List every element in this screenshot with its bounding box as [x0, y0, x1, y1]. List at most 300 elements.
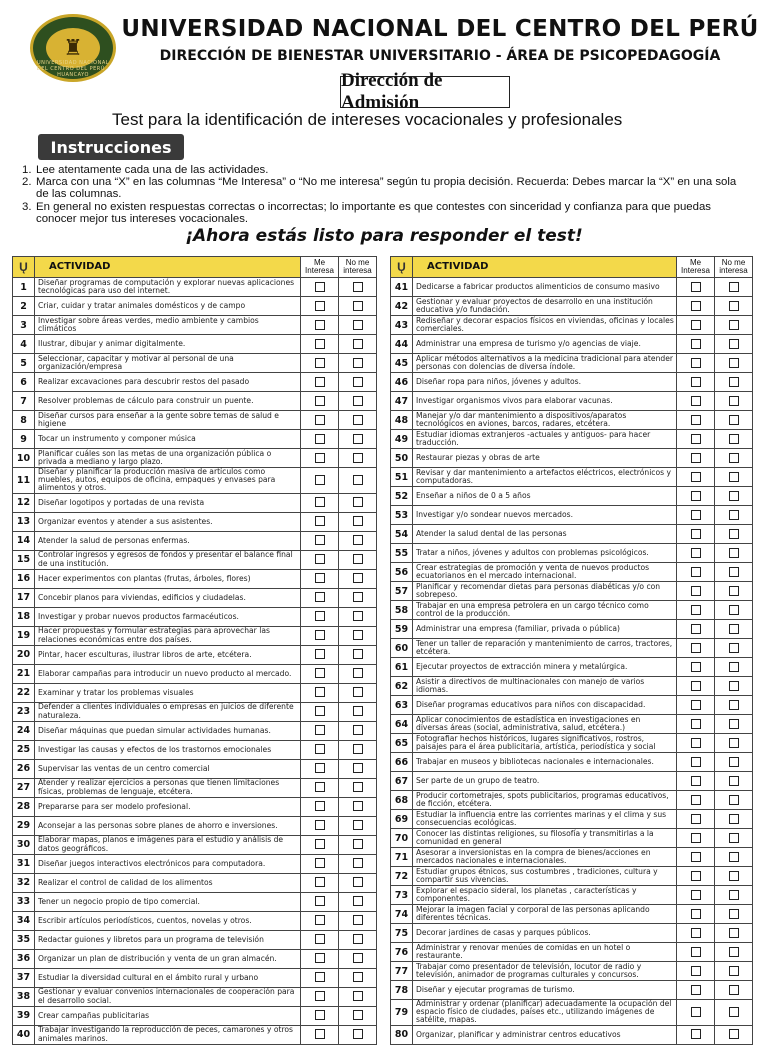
no-me-interesa-checkbox[interactable]	[729, 719, 739, 729]
me-interesa-checkbox[interactable]	[315, 972, 325, 982]
no-me-interesa-checkbox[interactable]	[353, 915, 363, 925]
activity-text: Diseñar y planificar la producción masiva de artículos como muebles, autos, equipos de oficina, empaques y envases para alimentos y otros.	[35, 468, 301, 494]
activity-number: 31	[13, 854, 35, 873]
me-interesa-cell	[301, 930, 339, 949]
no-me-interesa-checkbox[interactable]	[729, 890, 739, 900]
me-interesa-checkbox[interactable]	[691, 852, 701, 862]
activity-row	[391, 411, 753, 430]
seal-text: UNIVERSIDAD NACIONAL DEL CENTRO DEL PERÚ · HUANCAYO	[36, 60, 110, 78]
activity-text: Estudiar grupos étnicos, sus costumbres , tradiciones, cultura y compartir sus vivencias.	[413, 867, 677, 886]
activity-number: 71	[391, 848, 413, 867]
no-me-interesa-checkbox[interactable]	[353, 820, 363, 830]
me-interesa-checkbox[interactable]	[315, 339, 325, 349]
me-interesa-checkbox[interactable]	[691, 681, 701, 691]
me-interesa-checkbox[interactable]	[691, 282, 701, 292]
me-interesa-checkbox[interactable]	[691, 890, 701, 900]
activity-row	[13, 297, 377, 316]
no-me-interesa-checkbox[interactable]	[353, 497, 363, 507]
no-me-interesa-checkbox[interactable]	[729, 510, 739, 520]
activity-row	[391, 848, 753, 867]
activity-text: Diseñar programas de computación y explorar nuevas aplicaciones tecnológicas para uso del internet.	[35, 278, 301, 297]
activity-row	[391, 392, 753, 411]
me-interesa-checkbox[interactable]	[691, 738, 701, 748]
header-no-me-interesa: No me interesa	[715, 257, 753, 278]
activity-text: Organizar un plan de distribución y venta de un gran almacén.	[35, 949, 301, 968]
activity-text: Fotografiar hechos históricos, lugares significativos, rostros, paisajes para el área publicitaria, artística, periodística y social	[413, 734, 677, 753]
no-me-interesa-checkbox[interactable]	[353, 801, 363, 811]
no-me-interesa-checkbox[interactable]	[729, 358, 739, 368]
me-interesa-checkbox[interactable]	[691, 947, 701, 957]
me-interesa-cell	[301, 683, 339, 702]
me-interesa-checkbox[interactable]	[315, 877, 325, 887]
me-interesa-checkbox[interactable]	[691, 396, 701, 406]
header-activity: ACTIVIDAD	[413, 257, 677, 278]
no-me-interesa-checkbox[interactable]	[353, 358, 363, 368]
activity-text: Restaurar piezas y obras de arte	[413, 449, 677, 468]
activity-row	[13, 449, 377, 468]
me-interesa-checkbox[interactable]	[315, 1029, 325, 1039]
me-interesa-checkbox[interactable]	[691, 833, 701, 843]
no-me-interesa-checkbox[interactable]	[729, 415, 739, 425]
no-me-interesa-checkbox[interactable]	[729, 529, 739, 539]
no-me-interesa-checkbox[interactable]	[729, 795, 739, 805]
no-me-interesa-checkbox[interactable]	[353, 573, 363, 583]
me-interesa-cell	[301, 373, 339, 392]
no-me-interesa-checkbox[interactable]	[729, 586, 739, 596]
me-interesa-cell	[677, 772, 715, 791]
me-interesa-cell	[301, 588, 339, 607]
me-interesa-checkbox[interactable]	[315, 396, 325, 406]
activity-text: Administrar una empresa (familiar, privada o pública)	[413, 620, 677, 639]
no-me-interesa-checkbox[interactable]	[729, 662, 739, 672]
activity-row	[13, 645, 377, 664]
no-me-interesa-checkbox[interactable]	[729, 928, 739, 938]
me-interesa-checkbox[interactable]	[315, 573, 325, 583]
me-interesa-checkbox[interactable]	[691, 909, 701, 919]
me-interesa-cell	[677, 829, 715, 848]
activity-row	[13, 468, 377, 494]
no-me-interesa-cell	[339, 278, 377, 297]
no-me-interesa-checkbox[interactable]	[729, 833, 739, 843]
no-me-interesa-checkbox[interactable]	[353, 763, 363, 773]
me-interesa-checkbox[interactable]	[691, 320, 701, 330]
no-me-interesa-checkbox[interactable]	[353, 611, 363, 621]
me-interesa-checkbox[interactable]	[691, 548, 701, 558]
activity-row	[13, 316, 377, 335]
no-me-interesa-checkbox[interactable]	[353, 1010, 363, 1020]
no-me-interesa-checkbox[interactable]	[729, 434, 739, 444]
no-me-interesa-checkbox[interactable]	[729, 681, 739, 691]
no-me-interesa-checkbox[interactable]	[353, 282, 363, 292]
activity-text: Trabajar como presentador de televisión, locutor de radio y televisión, animador de programas culturales y concursos.	[413, 962, 677, 981]
activity-number: 66	[391, 753, 413, 772]
activity-text: Estudiar idiomas extranjeros -actuales y antiguos- para hacer traducción.	[413, 430, 677, 449]
activity-number: 16	[13, 569, 35, 588]
no-me-interesa-checkbox[interactable]	[729, 282, 739, 292]
me-interesa-checkbox[interactable]	[315, 282, 325, 292]
activity-row	[13, 550, 377, 569]
no-me-interesa-checkbox[interactable]	[353, 377, 363, 387]
me-interesa-checkbox[interactable]	[691, 643, 701, 653]
no-me-interesa-checkbox[interactable]	[353, 1029, 363, 1039]
no-me-interesa-checkbox[interactable]	[353, 877, 363, 887]
me-interesa-checkbox[interactable]	[315, 763, 325, 773]
no-me-interesa-checkbox[interactable]	[729, 871, 739, 881]
university-name: UNIVERSIDAD NACIONAL DEL CENTRO DEL PERÚ	[121, 16, 759, 42]
no-me-interesa-checkbox[interactable]	[353, 630, 363, 640]
no-me-interesa-cell	[339, 449, 377, 468]
me-interesa-cell	[677, 373, 715, 392]
activity-number: 77	[391, 962, 413, 981]
me-interesa-cell	[677, 563, 715, 582]
activity-row	[391, 981, 753, 1000]
me-interesa-cell	[301, 316, 339, 335]
activity-text: Tener un taller de reparación y mantenimiento de carros, tractores, etcétera.	[413, 639, 677, 658]
no-me-interesa-cell	[339, 607, 377, 626]
me-interesa-checkbox[interactable]	[315, 782, 325, 792]
no-me-interesa-checkbox[interactable]	[729, 947, 739, 957]
no-me-interesa-cell	[715, 810, 753, 829]
no-me-interesa-checkbox[interactable]	[729, 757, 739, 767]
me-interesa-cell	[677, 943, 715, 962]
no-me-interesa-checkbox[interactable]	[353, 839, 363, 849]
activity-number: 20	[13, 645, 35, 664]
activity-row	[391, 487, 753, 506]
me-interesa-checkbox[interactable]	[315, 535, 325, 545]
me-interesa-cell	[301, 854, 339, 873]
no-me-interesa-checkbox[interactable]	[353, 725, 363, 735]
activity-row	[13, 968, 377, 987]
me-interesa-checkbox[interactable]	[691, 301, 701, 311]
no-me-interesa-checkbox[interactable]	[729, 339, 739, 349]
activity-row	[13, 911, 377, 930]
me-interesa-checkbox[interactable]	[315, 358, 325, 368]
no-me-interesa-checkbox[interactable]	[353, 475, 363, 485]
me-interesa-checkbox[interactable]	[315, 915, 325, 925]
me-interesa-checkbox[interactable]	[315, 725, 325, 735]
activity-row	[13, 1025, 377, 1044]
me-interesa-checkbox[interactable]	[315, 497, 325, 507]
activity-text: Aplicar conocimientos de estadística en investigaciones en diversas áreas (social, administrativa, salud, etcétera.)	[413, 715, 677, 734]
instructions-list	[22, 164, 752, 225]
me-interesa-cell	[677, 278, 715, 297]
me-interesa-checkbox[interactable]	[315, 434, 325, 444]
no-me-interesa-cell	[339, 468, 377, 494]
me-interesa-checkbox[interactable]	[315, 649, 325, 659]
activity-text: Organizar eventos y atender a sus asistentes.	[35, 512, 301, 531]
activity-text: Atender y realizar ejercicios a personas que tienen limitaciones físicas, problemas de lenguaje, etcétera.	[35, 778, 301, 797]
no-me-interesa-checkbox[interactable]	[729, 491, 739, 501]
no-me-interesa-checkbox[interactable]	[729, 567, 739, 577]
no-me-interesa-cell	[715, 430, 753, 449]
activity-row	[13, 664, 377, 683]
me-interesa-checkbox[interactable]	[691, 339, 701, 349]
me-interesa-checkbox[interactable]	[315, 301, 325, 311]
no-me-interesa-checkbox[interactable]	[729, 624, 739, 634]
me-interesa-checkbox[interactable]	[315, 801, 325, 811]
activity-row	[391, 525, 753, 544]
activity-text: Supervisar las ventas de un centro comercial	[35, 759, 301, 778]
no-me-interesa-checkbox[interactable]	[353, 434, 363, 444]
no-me-interesa-cell	[715, 316, 753, 335]
no-me-interesa-checkbox[interactable]	[353, 339, 363, 349]
no-me-interesa-checkbox[interactable]	[729, 320, 739, 330]
me-interesa-checkbox[interactable]	[315, 554, 325, 564]
activity-text: Diseñar programas educativos para niños con discapacidad.	[413, 696, 677, 715]
me-interesa-checkbox[interactable]	[315, 415, 325, 425]
no-me-interesa-checkbox[interactable]	[353, 592, 363, 602]
activity-text: Realizar el control de calidad de los alimentos	[35, 873, 301, 892]
instructions-label: Instrucciones	[38, 134, 184, 160]
me-interesa-checkbox[interactable]	[315, 592, 325, 602]
no-me-interesa-checkbox[interactable]	[353, 782, 363, 792]
no-me-interesa-checkbox[interactable]	[353, 744, 363, 754]
no-me-interesa-cell	[715, 962, 753, 981]
me-interesa-checkbox[interactable]	[315, 320, 325, 330]
no-me-interesa-checkbox[interactable]	[729, 985, 739, 995]
me-interesa-checkbox[interactable]	[691, 586, 701, 596]
no-me-interesa-checkbox[interactable]	[729, 966, 739, 976]
me-interesa-cell	[301, 664, 339, 683]
activity-row	[13, 949, 377, 968]
me-interesa-cell	[301, 512, 339, 531]
activity-text: Organizar, planificar y administrar centros educativos	[413, 1025, 677, 1044]
me-interesa-checkbox[interactable]	[691, 453, 701, 463]
me-interesa-cell	[677, 297, 715, 316]
activity-text: Diseñar máquinas que puedan simular actividades humanas.	[35, 721, 301, 740]
me-interesa-checkbox[interactable]	[315, 820, 325, 830]
header-me-interesa: Me Interesa	[677, 257, 715, 278]
activity-row	[391, 886, 753, 905]
me-interesa-cell	[301, 721, 339, 740]
no-me-interesa-checkbox[interactable]	[729, 738, 739, 748]
admission-box: Dirección de Admisión	[340, 76, 510, 108]
no-me-interesa-checkbox[interactable]	[353, 453, 363, 463]
me-interesa-checkbox[interactable]	[315, 839, 325, 849]
activity-row	[391, 810, 753, 829]
me-interesa-checkbox[interactable]	[691, 415, 701, 425]
no-me-interesa-cell	[339, 721, 377, 740]
no-me-interesa-checkbox[interactable]	[353, 535, 363, 545]
me-interesa-checkbox[interactable]	[315, 453, 325, 463]
activity-row	[13, 816, 377, 835]
no-me-interesa-checkbox[interactable]	[729, 396, 739, 406]
no-me-interesa-cell	[715, 392, 753, 411]
no-me-interesa-checkbox[interactable]	[729, 700, 739, 710]
activity-number: 25	[13, 740, 35, 759]
me-interesa-checkbox[interactable]	[691, 795, 701, 805]
no-me-interesa-cell	[339, 297, 377, 316]
no-me-interesa-checkbox[interactable]	[353, 516, 363, 526]
activity-number: 6	[13, 373, 35, 392]
no-me-interesa-checkbox[interactable]	[353, 953, 363, 963]
activity-number: 51	[391, 468, 413, 487]
activity-number: 28	[13, 797, 35, 816]
activity-number: 12	[13, 493, 35, 512]
activity-row	[391, 278, 753, 297]
me-interesa-cell	[301, 835, 339, 854]
me-interesa-cell	[301, 1025, 339, 1044]
me-interesa-checkbox[interactable]	[691, 700, 701, 710]
no-me-interesa-cell	[339, 493, 377, 512]
no-me-interesa-cell	[339, 930, 377, 949]
activity-row	[391, 772, 753, 791]
no-me-interesa-checkbox[interactable]	[353, 415, 363, 425]
activity-text: Diseñar cursos para enseñar a la gente sobre temas de salud e higiene	[35, 411, 301, 430]
me-interesa-cell	[677, 867, 715, 886]
activity-row	[13, 873, 377, 892]
activity-row	[13, 835, 377, 854]
no-me-interesa-checkbox[interactable]	[729, 377, 739, 387]
activity-row	[13, 607, 377, 626]
no-me-interesa-checkbox[interactable]	[353, 896, 363, 906]
activity-text: Producir cortometrajes, spots publicitarios, programas educativos, de ficción, etcétera.	[413, 791, 677, 810]
activity-number: 3	[13, 316, 35, 335]
me-interesa-checkbox[interactable]	[691, 377, 701, 387]
me-interesa-checkbox[interactable]	[315, 687, 325, 697]
activity-number: 37	[13, 968, 35, 987]
no-me-interesa-checkbox[interactable]	[353, 554, 363, 564]
no-me-interesa-cell	[339, 335, 377, 354]
no-me-interesa-cell	[715, 373, 753, 392]
me-interesa-checkbox[interactable]	[691, 871, 701, 881]
me-interesa-checkbox[interactable]	[691, 719, 701, 729]
activity-text: Diseñar ropa para niños, jóvenes y adultos.	[413, 373, 677, 392]
me-interesa-cell	[677, 582, 715, 601]
activity-text: Prepararse para ser modelo profesional.	[35, 797, 301, 816]
no-me-interesa-checkbox[interactable]	[729, 909, 739, 919]
no-me-interesa-checkbox[interactable]	[729, 472, 739, 482]
me-interesa-checkbox[interactable]	[315, 611, 325, 621]
no-me-interesa-checkbox[interactable]	[729, 643, 739, 653]
me-interesa-checkbox[interactable]	[315, 991, 325, 1001]
activity-text: Investigar y probar nuevos productos farmacéuticos.	[35, 607, 301, 626]
no-me-interesa-checkbox[interactable]	[353, 668, 363, 678]
no-me-interesa-checkbox[interactable]	[729, 301, 739, 311]
no-me-interesa-checkbox[interactable]	[729, 852, 739, 862]
me-interesa-checkbox[interactable]	[691, 472, 701, 482]
me-interesa-cell	[677, 753, 715, 772]
me-interesa-checkbox[interactable]	[315, 630, 325, 640]
no-me-interesa-cell	[715, 563, 753, 582]
no-me-interesa-checkbox[interactable]	[353, 858, 363, 868]
no-me-interesa-checkbox[interactable]	[729, 1007, 739, 1017]
me-interesa-checkbox[interactable]	[691, 1007, 701, 1017]
me-interesa-checkbox[interactable]	[315, 706, 325, 716]
me-interesa-checkbox[interactable]	[691, 358, 701, 368]
me-interesa-checkbox[interactable]	[691, 662, 701, 672]
me-interesa-checkbox[interactable]	[691, 510, 701, 520]
no-me-interesa-checkbox[interactable]	[729, 814, 739, 824]
activity-row	[391, 544, 753, 563]
me-interesa-checkbox[interactable]	[691, 757, 701, 767]
activity-row	[391, 620, 753, 639]
me-interesa-checkbox[interactable]	[315, 668, 325, 678]
me-interesa-checkbox[interactable]	[691, 966, 701, 976]
activity-number: 76	[391, 943, 413, 962]
me-interesa-checkbox[interactable]	[315, 1010, 325, 1020]
no-me-interesa-cell	[715, 677, 753, 696]
no-me-interesa-checkbox[interactable]	[353, 320, 363, 330]
me-interesa-checkbox[interactable]	[691, 814, 701, 824]
me-interesa-cell	[301, 354, 339, 373]
activity-row	[391, 582, 753, 601]
activity-text: Estudiar la influencia entre las corrientes marinas y el clima y sus consecuencias ecológicas.	[413, 810, 677, 829]
no-me-interesa-checkbox[interactable]	[353, 396, 363, 406]
me-interesa-checkbox[interactable]	[691, 985, 701, 995]
activity-number: 72	[391, 867, 413, 886]
activity-number: 42	[391, 297, 413, 316]
me-interesa-checkbox[interactable]	[691, 928, 701, 938]
me-interesa-checkbox[interactable]	[315, 953, 325, 963]
activity-number: 41	[391, 278, 413, 297]
activity-row	[13, 373, 377, 392]
me-interesa-checkbox[interactable]	[691, 1029, 701, 1039]
me-interesa-cell	[301, 468, 339, 494]
activity-number: 35	[13, 930, 35, 949]
activity-row	[391, 658, 753, 677]
activity-row	[13, 588, 377, 607]
university-seal	[30, 14, 116, 82]
no-me-interesa-cell	[715, 487, 753, 506]
no-me-interesa-checkbox[interactable]	[729, 1029, 739, 1039]
no-me-interesa-checkbox[interactable]	[353, 301, 363, 311]
no-me-interesa-checkbox[interactable]	[353, 991, 363, 1001]
no-me-interesa-cell	[339, 759, 377, 778]
activity-text: Ser parte de un grupo de teatro.	[413, 772, 677, 791]
no-me-interesa-checkbox[interactable]	[353, 649, 363, 659]
activity-row	[13, 930, 377, 949]
me-interesa-checkbox[interactable]	[691, 776, 701, 786]
activity-row	[391, 677, 753, 696]
me-interesa-checkbox[interactable]	[691, 624, 701, 634]
no-me-interesa-checkbox[interactable]	[353, 687, 363, 697]
me-interesa-cell	[301, 702, 339, 721]
me-interesa-checkbox[interactable]	[315, 744, 325, 754]
no-me-interesa-checkbox[interactable]	[729, 548, 739, 558]
me-interesa-cell	[677, 658, 715, 677]
me-interesa-checkbox[interactable]	[691, 605, 701, 615]
me-interesa-cell	[301, 550, 339, 569]
no-me-interesa-checkbox[interactable]	[353, 934, 363, 944]
me-interesa-checkbox[interactable]	[691, 434, 701, 444]
no-me-interesa-checkbox[interactable]	[353, 972, 363, 982]
no-me-interesa-checkbox[interactable]	[729, 605, 739, 615]
no-me-interesa-checkbox[interactable]	[353, 706, 363, 716]
me-interesa-checkbox[interactable]	[315, 475, 325, 485]
activity-number: 79	[391, 1000, 413, 1026]
no-me-interesa-cell	[339, 512, 377, 531]
me-interesa-checkbox[interactable]	[315, 377, 325, 387]
activity-number: 63	[391, 696, 413, 715]
me-interesa-checkbox[interactable]	[691, 491, 701, 501]
activity-number: 49	[391, 430, 413, 449]
me-interesa-checkbox[interactable]	[315, 516, 325, 526]
no-me-interesa-cell	[339, 430, 377, 449]
me-interesa-checkbox[interactable]	[691, 567, 701, 577]
activity-number: 47	[391, 392, 413, 411]
activity-number: 33	[13, 892, 35, 911]
no-me-interesa-cell	[715, 848, 753, 867]
no-me-interesa-checkbox[interactable]	[729, 776, 739, 786]
me-interesa-checkbox[interactable]	[315, 934, 325, 944]
activity-text: Explorar el espacio sideral, los planetas , características y componentes.	[413, 886, 677, 905]
me-interesa-checkbox[interactable]	[315, 896, 325, 906]
no-me-interesa-checkbox[interactable]	[729, 453, 739, 463]
no-me-interesa-cell	[339, 588, 377, 607]
me-interesa-checkbox[interactable]	[691, 529, 701, 539]
me-interesa-checkbox[interactable]	[315, 858, 325, 868]
